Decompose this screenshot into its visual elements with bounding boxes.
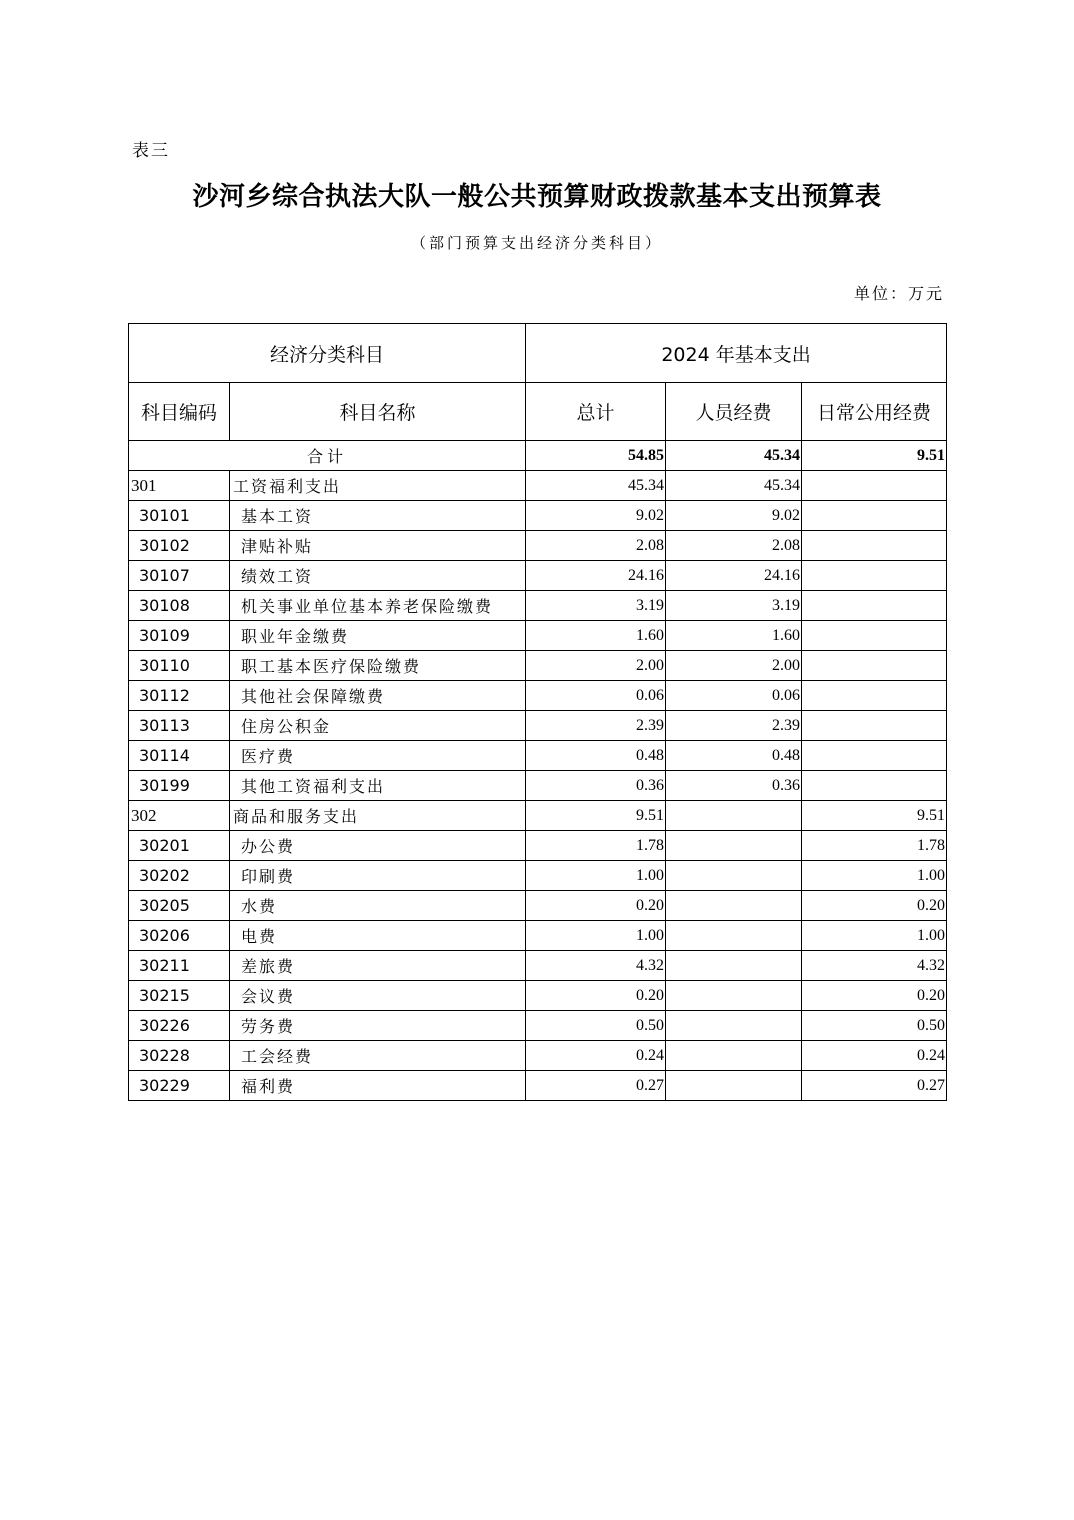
subject-name-cell: 职工基本医疗保险缴费 <box>230 651 526 681</box>
subject-name-cell: 住房公积金 <box>230 711 526 741</box>
subject-name-cell: 水费 <box>230 891 526 921</box>
public-cell <box>802 711 947 741</box>
table-row <box>129 711 947 741</box>
subject-code-cell: 30108 <box>129 591 230 621</box>
public-cell <box>802 741 947 771</box>
subject-name-cell: 工资福利支出 <box>230 471 526 501</box>
header-total: 总计 <box>526 383 666 441</box>
public-cell <box>802 591 947 621</box>
document-subtitle: （部门预算支出经济分类科目） <box>410 234 663 252</box>
table-row <box>129 951 947 981</box>
subject-name-cell: 福利费 <box>230 1071 526 1101</box>
public-cell: 1.78 <box>802 831 947 861</box>
subject-name-cell: 绩效工资 <box>230 561 526 591</box>
personnel-cell <box>666 951 802 981</box>
total-cell: 24.16 <box>526 561 666 591</box>
subject-code-cell: 30205 <box>129 891 230 921</box>
total-cell: 0.20 <box>526 981 666 1011</box>
subject-code-cell: 30110 <box>129 651 230 681</box>
table-row <box>129 501 947 531</box>
table-row <box>129 801 947 831</box>
total-cell: 3.19 <box>526 591 666 621</box>
header-subject-name: 科目名称 <box>230 383 526 441</box>
personnel-cell: 0.48 <box>666 741 802 771</box>
subject-name-cell: 劳务费 <box>230 1011 526 1041</box>
budget-table <box>128 323 947 1101</box>
table-row <box>129 771 947 801</box>
subject-name-cell: 基本工资 <box>230 501 526 531</box>
personnel-cell: 0.06 <box>666 681 802 711</box>
subject-name-cell: 职业年金缴费 <box>230 621 526 651</box>
public-cell: 0.20 <box>802 981 947 1011</box>
subject-code-cell: 30101 <box>129 501 230 531</box>
table-number-label: 表三 <box>132 141 170 161</box>
header-public-expenses: 日常公用经费 <box>802 383 947 441</box>
public-cell <box>802 501 947 531</box>
personnel-cell: 1.60 <box>666 621 802 651</box>
public-cell <box>802 771 947 801</box>
total-cell: 0.24 <box>526 1041 666 1071</box>
public-cell: 1.00 <box>802 921 947 951</box>
total-cell: 9.51 <box>526 801 666 831</box>
personnel-cell: 2.08 <box>666 531 802 561</box>
total-row-personnel: 45.34 <box>666 441 802 471</box>
subject-code-cell: 30113 <box>129 711 230 741</box>
subject-name-cell: 电费 <box>230 921 526 951</box>
subject-code-cell: 30107 <box>129 561 230 591</box>
table-row <box>129 921 947 951</box>
public-cell: 1.00 <box>802 861 947 891</box>
subject-name-cell: 商品和服务支出 <box>230 801 526 831</box>
table-row <box>129 471 947 501</box>
total-cell: 1.78 <box>526 831 666 861</box>
table-row <box>129 741 947 771</box>
subject-name-cell: 会议费 <box>230 981 526 1011</box>
subject-code-cell: 30226 <box>129 1011 230 1041</box>
public-cell: 0.50 <box>802 1011 947 1041</box>
public-cell <box>802 621 947 651</box>
subject-name-cell: 印刷费 <box>230 861 526 891</box>
total-row <box>129 441 947 471</box>
personnel-cell <box>666 801 802 831</box>
personnel-cell: 2.39 <box>666 711 802 741</box>
table-row <box>129 1071 947 1101</box>
public-cell: 4.32 <box>802 951 947 981</box>
table-row <box>129 981 947 1011</box>
subject-code-cell: 30112 <box>129 681 230 711</box>
subject-code-cell: 30199 <box>129 771 230 801</box>
table-row <box>129 591 947 621</box>
document-title: 沙河乡综合执法大队一般公共预算财政拨款基本支出预算表 <box>192 182 882 212</box>
table-body <box>129 441 947 1101</box>
table-row <box>129 1041 947 1071</box>
table-row <box>129 531 947 561</box>
header-basic-expenditure-2024: 2024 年基本支出 <box>526 324 947 383</box>
subject-code-cell: 301 <box>129 471 230 501</box>
subject-code-cell: 30109 <box>129 621 230 651</box>
public-cell: 9.51 <box>802 801 947 831</box>
personnel-cell: 45.34 <box>666 471 802 501</box>
subject-code-cell: 302 <box>129 801 230 831</box>
personnel-cell <box>666 861 802 891</box>
subject-name-cell: 办公费 <box>230 831 526 861</box>
total-cell: 4.32 <box>526 951 666 981</box>
table-row <box>129 891 947 921</box>
personnel-cell: 0.36 <box>666 771 802 801</box>
personnel-cell: 9.02 <box>666 501 802 531</box>
public-cell: 0.27 <box>802 1071 947 1101</box>
table-row <box>129 681 947 711</box>
subject-code-cell: 30202 <box>129 861 230 891</box>
total-row-public: 9.51 <box>802 441 947 471</box>
table-row <box>129 831 947 861</box>
subject-name-cell: 其他工资福利支出 <box>230 771 526 801</box>
total-cell: 0.06 <box>526 681 666 711</box>
subject-code-cell: 30215 <box>129 981 230 1011</box>
total-cell: 2.00 <box>526 651 666 681</box>
public-cell <box>802 681 947 711</box>
subject-code-cell: 30229 <box>129 1071 230 1101</box>
subject-name-cell: 差旅费 <box>230 951 526 981</box>
total-cell: 2.39 <box>526 711 666 741</box>
public-cell <box>802 561 947 591</box>
subject-code-cell: 30228 <box>129 1041 230 1071</box>
total-cell: 0.20 <box>526 891 666 921</box>
table-row <box>129 651 947 681</box>
subject-name-cell: 工会经费 <box>230 1041 526 1071</box>
personnel-cell <box>666 1071 802 1101</box>
total-cell: 0.27 <box>526 1071 666 1101</box>
total-cell: 0.36 <box>526 771 666 801</box>
public-cell: 0.20 <box>802 891 947 921</box>
total-row-label: 合计 <box>129 441 526 471</box>
personnel-cell <box>666 981 802 1011</box>
total-row-total: 54.85 <box>526 441 666 471</box>
total-cell: 1.00 <box>526 921 666 951</box>
public-cell <box>802 531 947 561</box>
total-cell: 45.34 <box>526 471 666 501</box>
table-row <box>129 861 947 891</box>
personnel-cell: 24.16 <box>666 561 802 591</box>
public-cell: 0.24 <box>802 1041 947 1071</box>
total-cell: 2.08 <box>526 531 666 561</box>
subject-name-cell: 津贴补贴 <box>230 531 526 561</box>
public-cell <box>802 471 947 501</box>
total-cell: 1.00 <box>526 861 666 891</box>
public-cell <box>802 651 947 681</box>
personnel-cell <box>666 921 802 951</box>
subject-name-cell: 机关事业单位基本养老保险缴费 <box>230 591 526 621</box>
header-economic-classification: 经济分类科目 <box>129 324 526 383</box>
personnel-cell <box>666 831 802 861</box>
subject-code-cell: 30211 <box>129 951 230 981</box>
personnel-cell: 3.19 <box>666 591 802 621</box>
table-row <box>129 561 947 591</box>
subject-code-cell: 30206 <box>129 921 230 951</box>
subject-name-cell: 其他社会保障缴费 <box>230 681 526 711</box>
total-cell: 0.50 <box>526 1011 666 1041</box>
personnel-cell <box>666 1011 802 1041</box>
header-personnel-expenses: 人员经费 <box>666 383 802 441</box>
header-subject-code: 科目编码 <box>129 383 230 441</box>
subject-code-cell: 30201 <box>129 831 230 861</box>
unit-label: 单位：万元 <box>853 284 944 303</box>
total-cell: 0.48 <box>526 741 666 771</box>
total-cell: 9.02 <box>526 501 666 531</box>
total-cell: 1.60 <box>526 621 666 651</box>
subject-code-cell: 30114 <box>129 741 230 771</box>
table-row <box>129 621 947 651</box>
personnel-cell <box>666 891 802 921</box>
table-row <box>129 1011 947 1041</box>
personnel-cell <box>666 1041 802 1071</box>
subject-name-cell: 医疗费 <box>230 741 526 771</box>
subject-code-cell: 30102 <box>129 531 230 561</box>
personnel-cell: 2.00 <box>666 651 802 681</box>
